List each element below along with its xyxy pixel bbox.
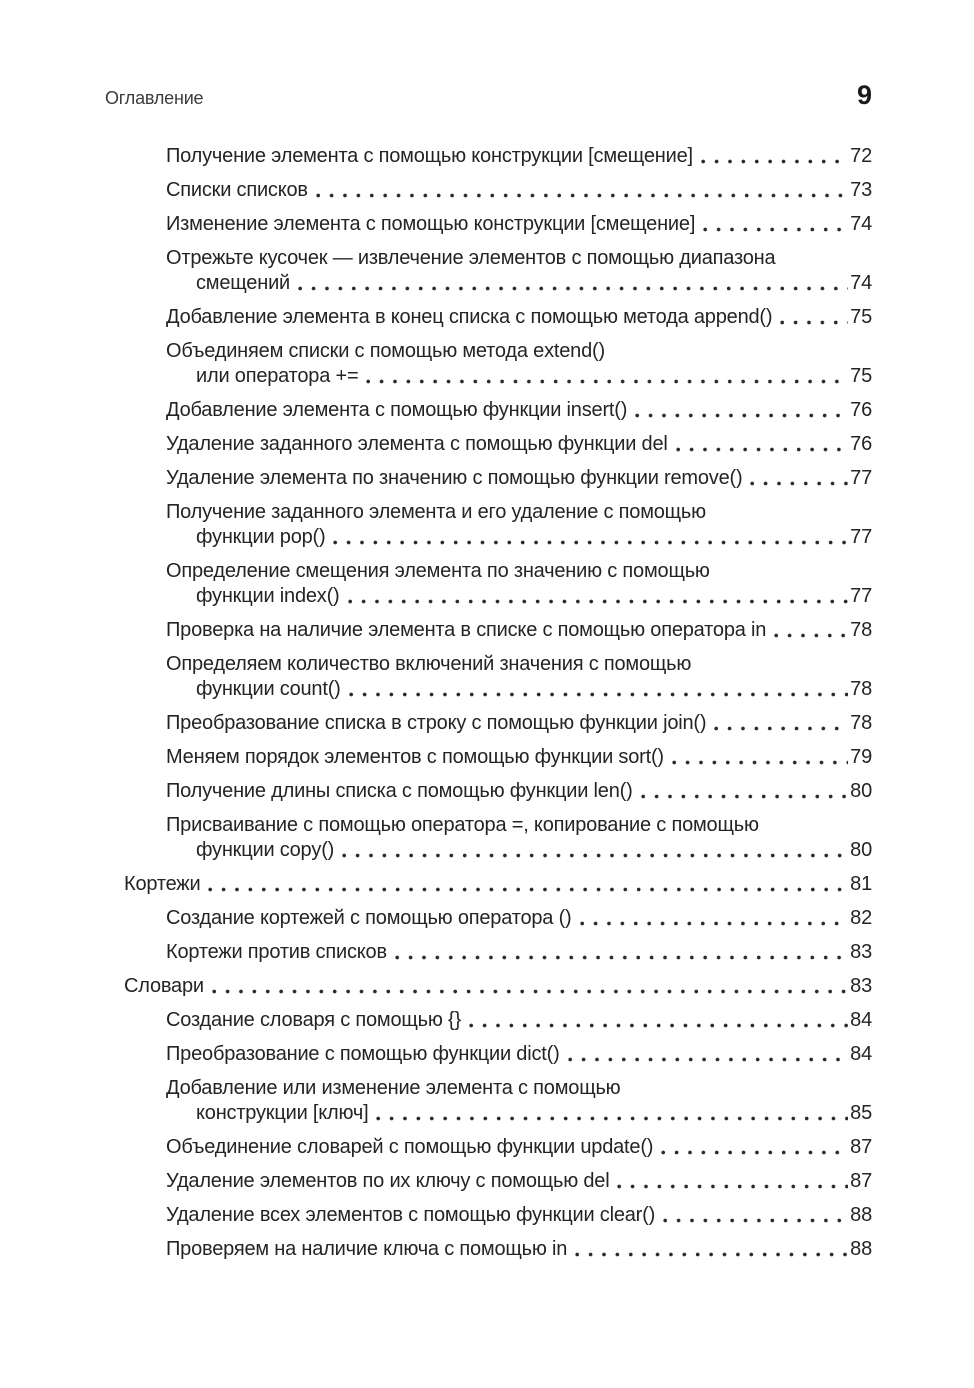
toc-entry-line2 (196, 364, 872, 389)
toc-entry-line2 (196, 584, 872, 609)
toc-entry-text: конструкции [ключ] (196, 1102, 369, 1124)
toc-entry-page: 72 (850, 145, 872, 167)
dot-leader (208, 872, 848, 897)
toc-entry (124, 974, 872, 999)
toc-entry-text: Проверяем на наличие ключа с помощью in (166, 1238, 568, 1260)
toc-entry-text: Удаление всех элементов с помощью функции clear() (166, 1204, 656, 1226)
dot-leader (575, 1237, 848, 1262)
dot-leader (348, 584, 849, 609)
toc-entry-page: 88 (850, 1238, 872, 1260)
dot-leader (703, 212, 848, 237)
dot-leader (342, 838, 848, 863)
toc-entry-text: функции copy() (196, 839, 335, 861)
toc-entry-text: Удаление элементов по их ключу с помощью del (166, 1170, 610, 1192)
toc-entry-line2 (166, 466, 872, 491)
toc-entry-page: 74 (850, 272, 872, 294)
dot-leader (701, 144, 848, 169)
toc-entry-line2 (166, 432, 872, 457)
toc-entry-page: 85 (850, 1102, 872, 1124)
toc-entry (166, 398, 872, 423)
toc-entry-line2 (196, 677, 872, 702)
toc-entry (166, 178, 872, 203)
toc-entry-line2 (166, 144, 872, 169)
dot-leader (333, 525, 848, 550)
toc-entry-page: 88 (850, 1204, 872, 1226)
toc-entry (166, 1042, 872, 1067)
toc-entry-line1: Объединяем списки с помощью метода extend() (166, 340, 605, 362)
toc-entry-text: Словари (124, 975, 204, 997)
toc-entry-page: 78 (850, 678, 872, 700)
toc-entry-line2 (166, 906, 872, 931)
toc-entry-text: Преобразование списка в строку с помощью функции join() (166, 712, 707, 734)
toc-entry-text: Изменение элемента с помощью конструкции [смещение] (166, 213, 696, 235)
toc-entry-page: 80 (850, 839, 872, 861)
toc-entry-text: Кортежи (124, 873, 201, 895)
toc-entry-page: 80 (850, 780, 872, 802)
dot-leader (641, 779, 849, 804)
dot-leader (635, 398, 848, 423)
toc-entry-page: 87 (850, 1170, 872, 1192)
toc-entry-line2 (124, 872, 872, 897)
toc-entry-line2 (196, 525, 872, 550)
dot-leader (750, 466, 848, 491)
toc-entry-text: Удаление заданного элемента с помощью функции del (166, 433, 668, 455)
toc-entry-text: функции index() (196, 585, 340, 607)
toc-entry-line2 (166, 1135, 872, 1160)
toc-entry-line2 (166, 1203, 872, 1228)
toc-entry-page: 82 (850, 907, 872, 929)
dot-leader (661, 1135, 848, 1160)
toc-entry-page: 79 (850, 746, 872, 768)
toc-entry-line2 (166, 1237, 872, 1262)
toc-entry-text: Создание кортежей с помощью оператора () (166, 907, 572, 929)
toc-entry (166, 1169, 872, 1194)
toc-entry (166, 1008, 872, 1033)
dot-leader (298, 271, 848, 296)
toc-entry (166, 246, 872, 296)
toc-entry-line2 (166, 940, 872, 965)
toc-entry (166, 906, 872, 931)
toc-entry-line1: Добавление или изменение элемента с помощью (166, 1077, 621, 1099)
toc-entry-text: Создание словаря с помощью {} (166, 1009, 461, 1031)
toc-entry-page: 75 (850, 306, 872, 328)
dot-leader (212, 974, 848, 999)
toc-entry-text: Проверка на наличие элемента в списке с помощью оператора in (166, 619, 767, 641)
toc-entry (166, 559, 872, 609)
toc-entry-line2 (166, 305, 872, 330)
toc-entry (166, 1203, 872, 1228)
toc-entry-page: 76 (850, 399, 872, 421)
toc-entry-line2 (166, 1169, 872, 1194)
toc-entry-page: 75 (850, 365, 872, 387)
toc-entry-line2 (166, 745, 872, 770)
toc-entry (166, 745, 872, 770)
toc-entry-page: 74 (850, 213, 872, 235)
toc-entry-page: 76 (850, 433, 872, 455)
toc-entry-page: 77 (850, 467, 872, 489)
toc-entry-text: Объединение словарей с помощью функции update() (166, 1136, 654, 1158)
dot-leader (366, 364, 848, 389)
toc-entry-line2 (166, 779, 872, 804)
dot-leader (676, 432, 849, 457)
toc-entry (166, 940, 872, 965)
dot-leader (395, 940, 848, 965)
toc-entry (166, 500, 872, 550)
dot-leader (376, 1101, 848, 1126)
toc-entry (166, 813, 872, 863)
toc-entry-line1: Отрежьте кусочек — извлечение элементов с помощью диапазона (166, 247, 776, 269)
dot-leader (714, 711, 848, 736)
toc-entry-text: Получение элемента с помощью конструкции [смещение] (166, 145, 693, 167)
toc-entry-page: 87 (850, 1136, 872, 1158)
toc-entry-line2 (166, 1042, 872, 1067)
toc-entry-text: Преобразование с помощью функции dict() (166, 1043, 560, 1065)
page-number: 9 (856, 80, 872, 110)
running-header (105, 80, 872, 111)
toc-entry-text: функции count() (196, 678, 341, 700)
toc-entry-line1: Присваивание с помощью оператора =, копирование с помощью (166, 814, 759, 836)
toc-entry-text: Получение длины списка с помощью функции len() (166, 780, 633, 802)
toc-entry-line2 (166, 711, 872, 736)
toc-entry (124, 872, 872, 897)
toc-entry-page: 84 (850, 1043, 872, 1065)
dot-leader (316, 178, 848, 203)
toc-entry-text: Кортежи против списков (166, 941, 387, 963)
toc-entry (166, 779, 872, 804)
toc-entry (166, 466, 872, 491)
toc-entry (166, 1237, 872, 1262)
toc-entry (166, 711, 872, 736)
dot-leader (469, 1008, 848, 1033)
toc-entry-line2 (166, 398, 872, 423)
dot-leader (580, 906, 849, 931)
toc-entry-line2 (166, 1008, 872, 1033)
toc-entry-line1: Определяем количество включений значения с помощью (166, 653, 692, 675)
toc-entry-text: или оператора += (196, 365, 359, 387)
toc-entry-page: 77 (850, 526, 872, 548)
toc-entry-text: Добавление элемента в конец списка с помощью метода append() (166, 306, 773, 328)
toc-entry-line2 (196, 838, 872, 863)
toc-entry-line2 (166, 618, 872, 643)
toc-entry-text: Меняем порядок элементов с помощью функции sort() (166, 746, 664, 768)
dot-leader (663, 1203, 848, 1228)
dot-leader (349, 677, 849, 702)
dot-leader (672, 745, 848, 770)
toc-entry (166, 432, 872, 457)
dot-leader (780, 305, 848, 330)
toc-entry-page: 83 (850, 941, 872, 963)
toc-entry-page: 77 (850, 585, 872, 607)
toc-entry-page: 78 (850, 712, 872, 734)
dot-leader (774, 618, 848, 643)
toc-entry-line2 (166, 178, 872, 203)
toc-entry (166, 652, 872, 702)
dot-leader (617, 1169, 848, 1194)
toc-entry-line1: Получение заданного элемента и его удаление с помощью (166, 501, 706, 523)
toc-entry-text: Добавление элемента с помощью функции insert() (166, 399, 628, 421)
toc-entry-line2 (166, 212, 872, 237)
toc-entry (166, 339, 872, 389)
dot-leader (568, 1042, 849, 1067)
toc-entry (166, 618, 872, 643)
toc-entry-line2 (196, 271, 872, 296)
toc-entry (166, 1135, 872, 1160)
running-header-title: Оглавление (105, 88, 204, 108)
toc-entry-page: 84 (850, 1009, 872, 1031)
toc-entry-line2 (124, 974, 872, 999)
toc-entry-line2 (196, 1101, 872, 1126)
toc-entry-page: 83 (850, 975, 872, 997)
toc-entry-text: смещений (196, 272, 291, 294)
toc-entry-text: функции pop() (196, 526, 326, 548)
toc-entry-page: 78 (850, 619, 872, 641)
toc-entry-page: 81 (850, 873, 872, 895)
toc-entry (166, 144, 872, 169)
toc-entry (166, 1076, 872, 1126)
toc-entry-text: Удаление элемента по значению с помощью функции remove() (166, 467, 743, 489)
toc-entry (166, 212, 872, 237)
toc-entry-line1: Определение смещения элемента по значению с помощью (166, 560, 710, 582)
toc-entry-text: Списки списков (166, 179, 308, 201)
toc-list (124, 144, 872, 1262)
toc-entry (166, 305, 872, 330)
toc-entry-page: 73 (850, 179, 872, 201)
